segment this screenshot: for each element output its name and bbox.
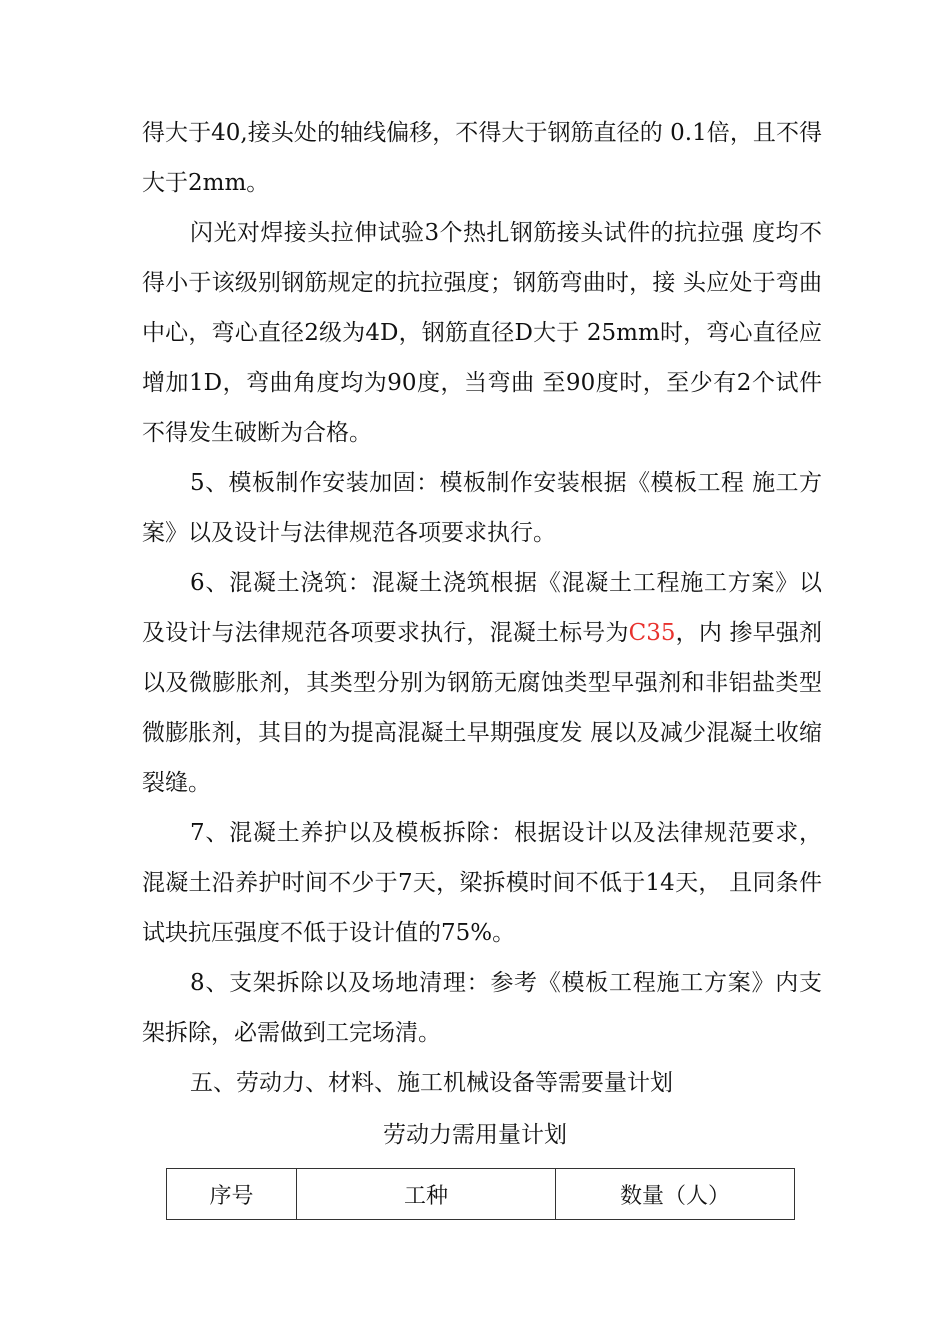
concrete-grade: C35: [628, 620, 676, 646]
paragraph-curing-removal: 7、混凝土养护以及模板拆除：根据设计以及法律规范要求， 混凝土沿养护时间不少于7天，梁拆模时间不低于14天， 且同条件试块抗压强度不低于设计值的75%。: [142, 820, 822, 946]
paragraph-flash-butt-test: 闪光对焊接头拉伸试验3个热扎钢筋接头试件的抗拉强 度均不得小于该级别钢筋规定的抗拉强度；钢筋弯曲时，接 头应处于弯曲中心，弯心直径2级为4D，钢筋直径D大于 25mm时，弯心直径应增加1D，弯曲角度均为90度，当弯曲 至90度时，至少有2个试件不得发生破断为合格。: [142, 220, 822, 446]
paragraph-formwork: 5、模板制作安装加固：模板制作安装根据《模板工程 施工方案》以及设计与法律规范各项要求执行。: [142, 470, 822, 546]
header-trade: 工种: [297, 1169, 556, 1220]
section-heading: 五、劳动力、材料、施工机械设备等需要量计划: [190, 1070, 673, 1096]
labor-table: [166, 1168, 795, 1220]
paragraph-concrete-pouring: [142, 558, 822, 808]
concrete-text-start: 6、混凝土浇筑：混凝土浇筑根据《混凝土工程施工方案》以及设计与法律规范各项要求执行，混凝土标号为: [142, 570, 822, 646]
header-quantity: 数量（人）: [556, 1169, 795, 1220]
concrete-text-end: ，内 掺早强剂以及微膨胀剂，其类型分别为钢筋无腐蚀类型早强剂和非铝盐类型微膨胀剂，其目的为提高混凝土早期强度发 展以及减少混凝土收缩裂缝。: [142, 620, 822, 796]
table-title: 劳动力需用量计划: [383, 1122, 567, 1148]
paragraph-weld-offset: 得大于40,接头处的轴线偏移，不得大于钢筋直径的 0.1倍，且不得大于2mm。: [142, 120, 822, 196]
paragraph-support-removal: 8、支架拆除以及场地清理：参考《模板工程施工方案》内支架拆除，必需做到工完场清。: [142, 970, 822, 1046]
header-serial: 序号: [167, 1169, 297, 1220]
table-header-row: [167, 1169, 795, 1220]
